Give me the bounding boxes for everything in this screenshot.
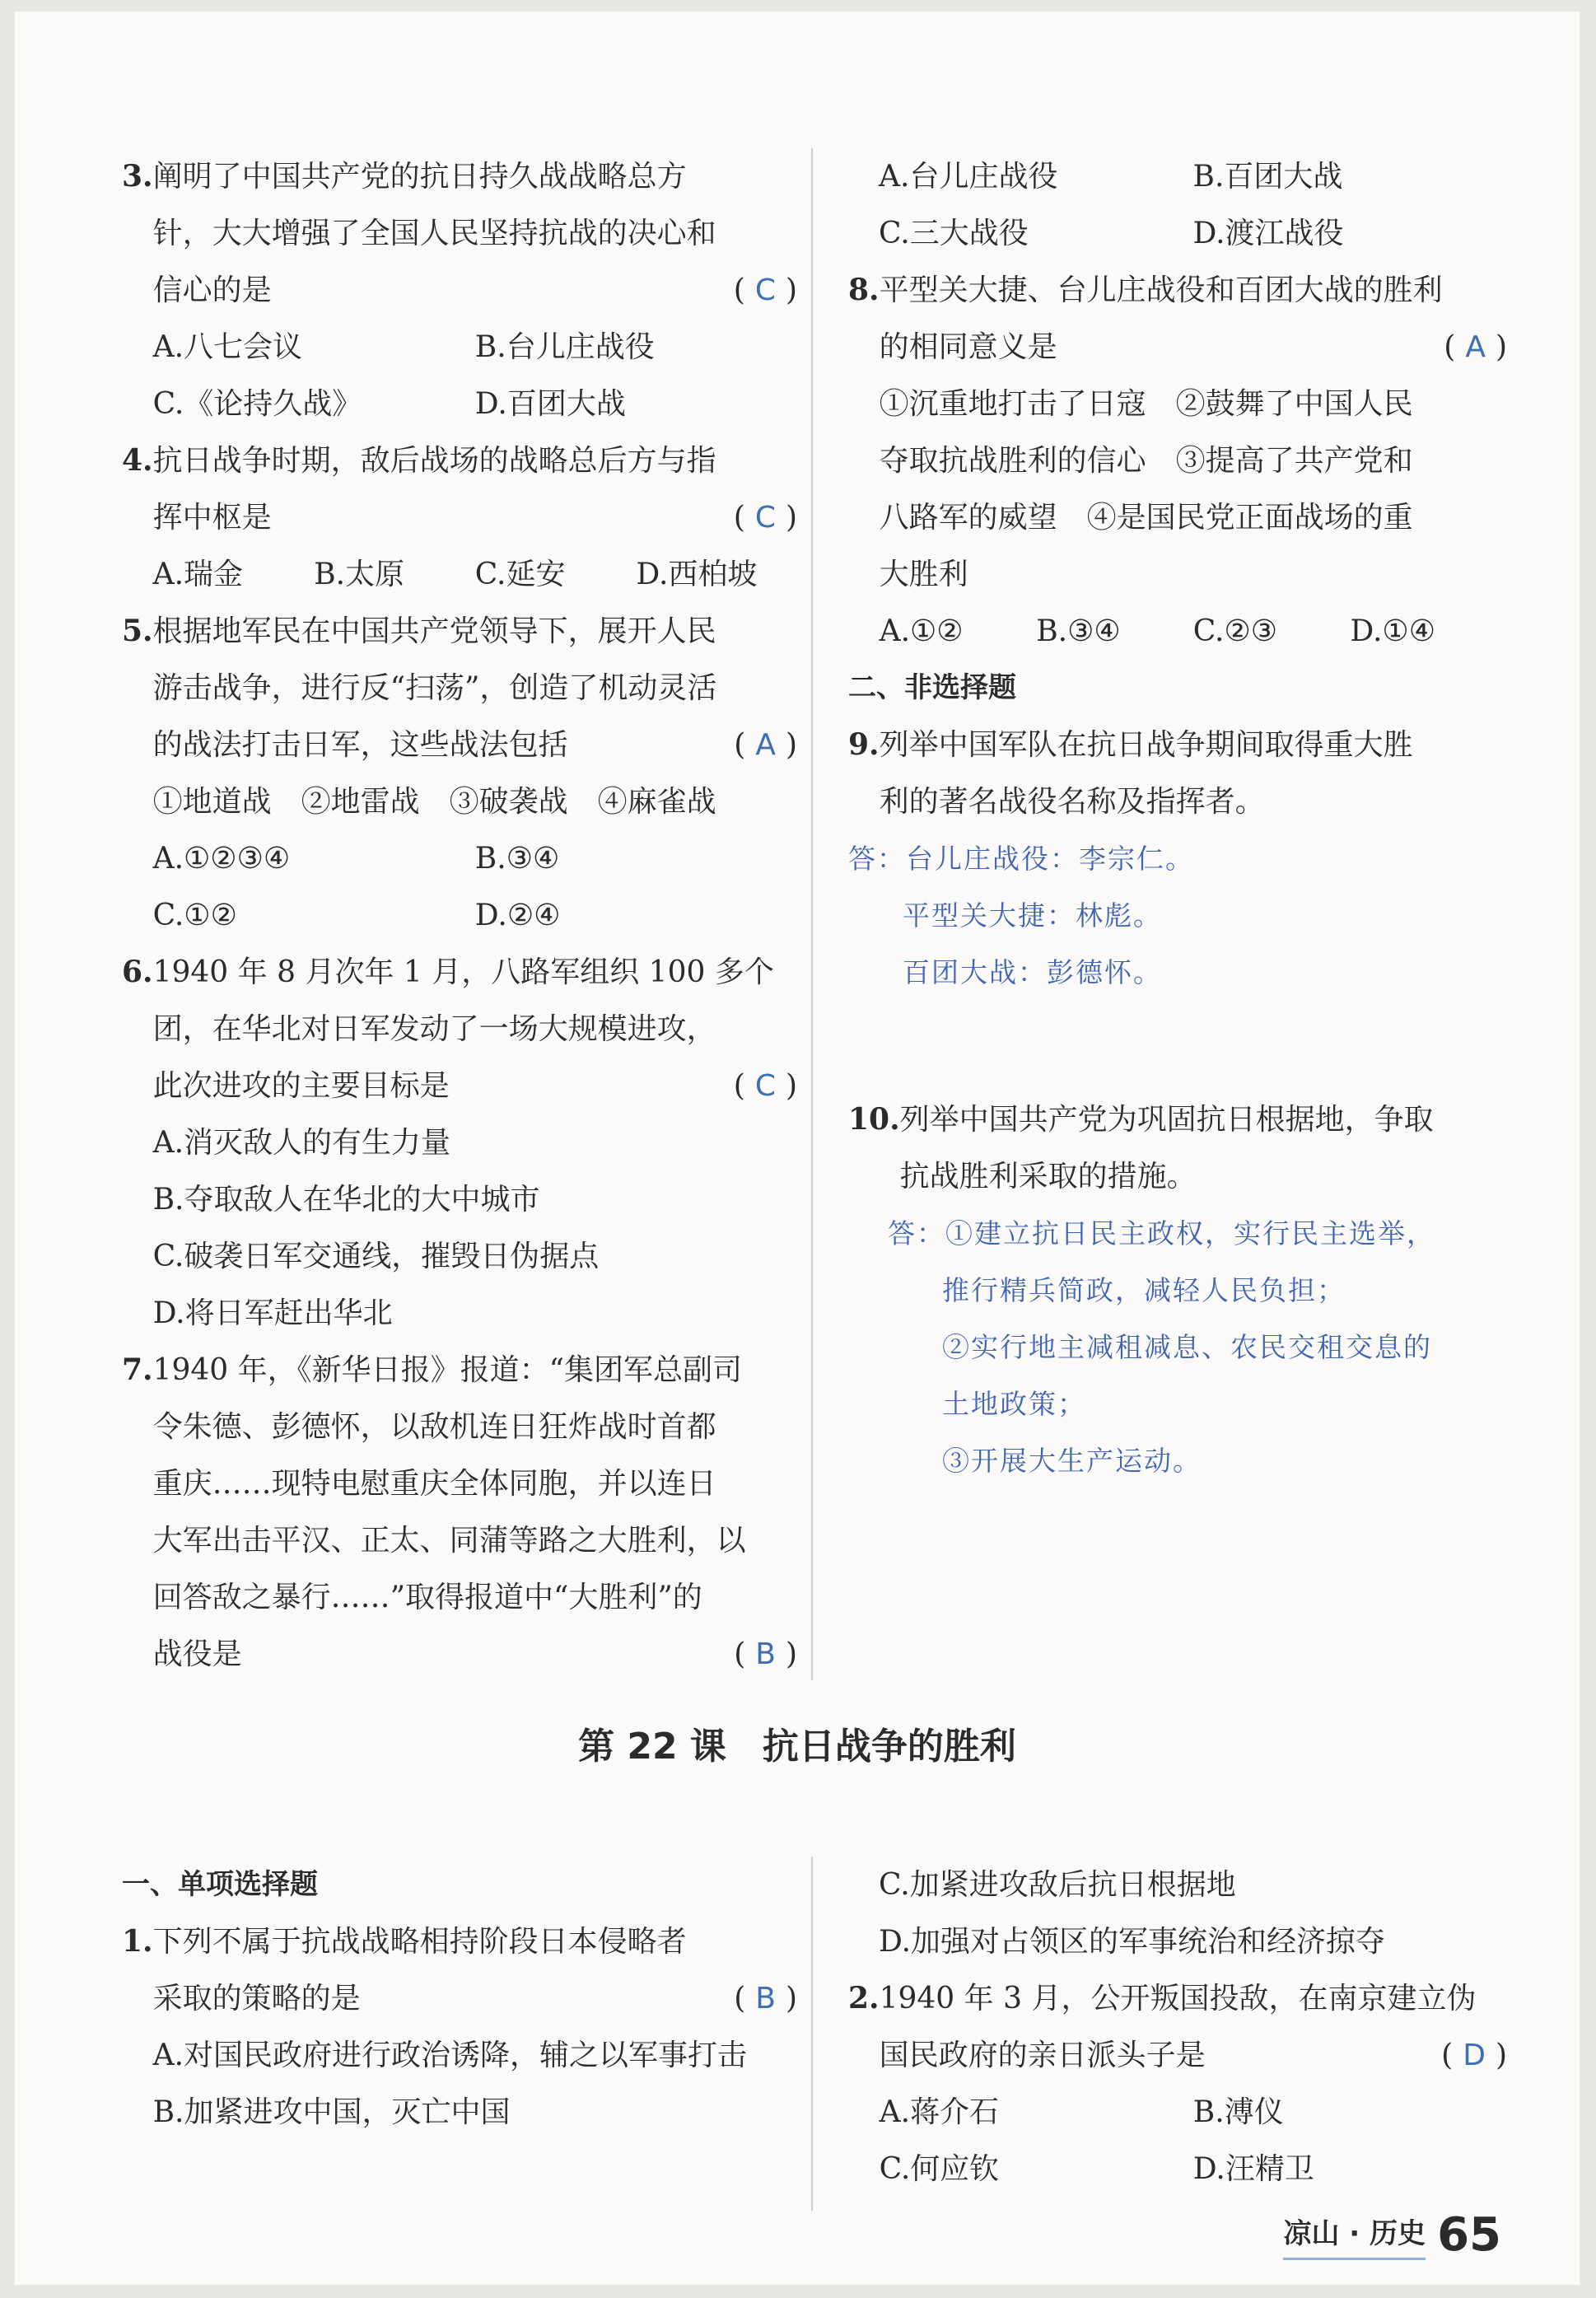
question-stem-line: 游击战争，进行反“扫荡”，创造了机动灵活 bbox=[152, 671, 717, 705]
question-10 bbox=[848, 1091, 1507, 1205]
question-stem-line: 1940 年 8 月次年 1 月，八路军组织 100 多个 bbox=[152, 955, 774, 989]
statement-items: 夺取抗战胜利的信心 ③提高了共产党和 bbox=[879, 444, 1413, 478]
question-stem-text: 挥中枢是 bbox=[152, 501, 272, 535]
question-stem-line bbox=[153, 1970, 797, 2027]
option-d: D.①④ bbox=[1350, 614, 1435, 648]
handwritten-answer bbox=[848, 1205, 1507, 1489]
option-d: D.将日军赶出华北 bbox=[152, 1296, 393, 1330]
handwritten-line: 答：①建立抗日民主政权，实行民主选举， bbox=[888, 1217, 1435, 1249]
question-number: 4. bbox=[122, 443, 153, 478]
option-a: A.瑞金 bbox=[152, 558, 244, 591]
option-c: C.加紧进攻敌后抗日根据地 bbox=[879, 1868, 1236, 1902]
handwritten-line: ②实行地主减租减息、农民交租交息的 bbox=[942, 1331, 1432, 1363]
question-stem-text: 战役是 bbox=[152, 1637, 242, 1671]
question-number: 1. bbox=[122, 1924, 153, 1959]
option-c: C.何应钦 bbox=[879, 2152, 1000, 2186]
question-stem-text: 信心的是 bbox=[152, 273, 272, 307]
book-name: 凉山 · 历史 bbox=[1283, 2211, 1426, 2260]
answer-value: A bbox=[755, 728, 776, 762]
question-stem-line: 针，大大增强了全国人民坚持抗战的决心和 bbox=[152, 217, 716, 250]
answer-bracket: ( B ) bbox=[734, 1637, 797, 1671]
option-a: A.①②③④ bbox=[152, 842, 291, 876]
option-a: A.蒋介石 bbox=[879, 2095, 1000, 2129]
handwritten-line: 百团大战：彭德怀。 bbox=[903, 956, 1162, 988]
handwritten-line: ③开展大生产运动。 bbox=[942, 1445, 1202, 1477]
question-stem-line: 抗战胜利采取的措施。 bbox=[899, 1160, 1197, 1193]
option-c: C.《论持久战》 bbox=[152, 387, 362, 421]
option-d: D.②④ bbox=[474, 899, 561, 932]
statement-items: 大胜利 bbox=[879, 558, 968, 591]
question-stem-line: 团，在华北对日军发动了一场大规模进攻， bbox=[152, 1012, 716, 1046]
answer-bracket: ( D ) bbox=[1441, 2039, 1507, 2072]
bottom-left-column bbox=[122, 1857, 797, 2141]
answer-value: C bbox=[754, 273, 776, 307]
answer-bracket: ( C ) bbox=[733, 501, 797, 535]
options bbox=[880, 2084, 1507, 2198]
option-b: B.加紧进攻中国，灭亡中国 bbox=[152, 2095, 511, 2129]
question-number: 7. bbox=[122, 1352, 153, 1387]
question-stem-line bbox=[880, 319, 1507, 376]
section-heading: 一、单项选择题 bbox=[122, 1868, 318, 1901]
question-stem-line: 阐明了中国共产党的抗日持久战战略总方 bbox=[152, 160, 687, 194]
handwritten-line: 推行精兵简政，减轻人民负担； bbox=[942, 1274, 1346, 1306]
option-b: B.台儿庄战役 bbox=[474, 330, 655, 364]
question-stem-line: 列举中国共产党为巩固抗日根据地，争取 bbox=[899, 1103, 1434, 1137]
question-4 bbox=[122, 432, 797, 603]
option-d: D.百团大战 bbox=[474, 387, 626, 421]
options bbox=[153, 319, 797, 432]
question-number: 3. bbox=[122, 159, 153, 194]
answer-bracket: ( C ) bbox=[733, 273, 797, 307]
option-c: C.三大战役 bbox=[879, 217, 1029, 250]
question-stem-line: 重庆……现特电慰重庆全体同胞，并以连日 bbox=[152, 1467, 716, 1501]
question-stem-line: 平型关大捷、台儿庄战役和百团大战的胜利 bbox=[879, 273, 1443, 307]
option-c: C.①② bbox=[152, 899, 237, 932]
handwritten-line: 土地政策； bbox=[942, 1388, 1086, 1420]
page-footer bbox=[1283, 2208, 1501, 2262]
handwritten-line: 答：台儿庄战役：李宗仁。 bbox=[848, 843, 1194, 875]
question-stem-line: 回答敌之暴行……”取得报道中“大胜利”的 bbox=[152, 1581, 702, 1614]
option-a: A.消灭敌人的有生力量 bbox=[152, 1126, 451, 1160]
question-stem-line: 1940 年，《新华日报》报道：“集团军总副司 bbox=[152, 1353, 743, 1387]
statement-items: ①地道战 ②地雷战 ③破袭战 ④麻雀战 bbox=[152, 785, 716, 819]
question-number: 5. bbox=[122, 614, 153, 648]
option-b: B.百团大战 bbox=[1192, 160, 1343, 194]
question-2 bbox=[848, 1970, 1507, 2198]
option-b: B.③④ bbox=[474, 842, 560, 876]
column-divider bbox=[811, 148, 813, 1680]
q7-options bbox=[848, 148, 1507, 262]
option-c: C.延安 bbox=[474, 558, 566, 591]
answer-bracket: ( C ) bbox=[733, 1069, 797, 1103]
option-c: C.②③ bbox=[1192, 614, 1278, 648]
option-a: A.台儿庄战役 bbox=[879, 160, 1058, 194]
question-stem-line: 令朱德、彭德怀，以敌机连日狂炸战时首都 bbox=[152, 1410, 716, 1444]
option-a: A.对国民政府进行政治诱降，辅之以军事打击 bbox=[152, 2039, 748, 2072]
question-number: 8. bbox=[848, 273, 880, 307]
question-stem-line: 根据地军民在中国共产党领导下，展开人民 bbox=[152, 614, 716, 648]
answer-value: B bbox=[755, 1637, 776, 1671]
question-5 bbox=[122, 603, 797, 944]
worksheet-page bbox=[15, 12, 1580, 2285]
question-number: 6. bbox=[122, 955, 153, 989]
question-number: 10. bbox=[848, 1102, 900, 1137]
question-stem-line: 大军出击平汉、正太、同蒲等路之大胜利，以 bbox=[152, 1524, 746, 1558]
question-8 bbox=[848, 262, 1507, 660]
question-stem-line bbox=[153, 1626, 797, 1683]
option-a: A.①② bbox=[879, 614, 964, 648]
lesson-title: 第 22 课 抗日战争的胜利 bbox=[578, 1726, 1016, 1768]
question-stem-line bbox=[880, 2027, 1507, 2084]
question-7 bbox=[122, 1342, 797, 1683]
answer-bracket: ( B ) bbox=[734, 1982, 797, 2015]
question-stem-line: 列举中国军队在抗日战争期间取得重大胜 bbox=[879, 728, 1413, 762]
option-d: D.西柏坡 bbox=[636, 558, 758, 591]
question-number: 9. bbox=[848, 727, 880, 762]
option-a: A.八七会议 bbox=[152, 330, 303, 364]
answer-value: A bbox=[1465, 330, 1486, 364]
answer-bracket: ( A ) bbox=[1444, 330, 1507, 364]
options bbox=[153, 830, 797, 944]
option-b: B.夺取敌人在华北的大中城市 bbox=[152, 1183, 540, 1217]
option-d: D.汪精卫 bbox=[1192, 2152, 1314, 2186]
statement-items: 八路军的威望 ④是国民党正面战场的重 bbox=[879, 501, 1413, 535]
option-d: D.渡江战役 bbox=[1192, 217, 1344, 250]
option-c: C.破袭日军交通线，摧毁日伪据点 bbox=[152, 1240, 600, 1273]
page-number: 65 bbox=[1437, 2208, 1501, 2262]
option-d: D.加强对占领区的军事统治和经济掠夺 bbox=[879, 1925, 1386, 1959]
handwritten-answer bbox=[848, 830, 1507, 1001]
option-b: B.太原 bbox=[314, 558, 405, 591]
section-heading: 二、非选择题 bbox=[848, 671, 1016, 704]
question-3 bbox=[122, 148, 797, 432]
question-stem-text: 国民政府的亲日派头子是 bbox=[879, 2039, 1206, 2072]
answer-value: C bbox=[754, 1069, 776, 1103]
answer-bracket: ( A ) bbox=[734, 728, 797, 762]
question-stem-line bbox=[153, 262, 797, 319]
answer-value: C bbox=[754, 501, 776, 535]
question-9 bbox=[848, 717, 1507, 830]
options bbox=[880, 603, 1507, 660]
question-stem-line: 下列不属于抗战战略相持阶段日本侵略者 bbox=[152, 1925, 687, 1959]
question-stem-line bbox=[153, 1058, 797, 1114]
answer-value: D bbox=[1463, 2039, 1486, 2072]
question-stem-text: 此次进攻的主要目标是 bbox=[152, 1069, 450, 1103]
statement-items: ①沉重地打击了日寇 ②鼓舞了中国人民 bbox=[879, 387, 1413, 421]
question-stem-line: 抗日战争时期，敌后战场的战略总后方与指 bbox=[152, 444, 716, 478]
option-b: B.溥仪 bbox=[1192, 2095, 1284, 2129]
question-stem-text: 的相同意义是 bbox=[879, 330, 1057, 364]
question-1 bbox=[122, 1913, 797, 2141]
question-stem-text: 采取的策略的是 bbox=[152, 1982, 361, 2015]
column-divider bbox=[811, 1857, 813, 2211]
top-left-column bbox=[122, 148, 797, 1683]
question-6 bbox=[122, 944, 797, 1342]
question-stem-line bbox=[153, 717, 797, 773]
options bbox=[153, 546, 797, 603]
top-right-column bbox=[848, 148, 1507, 1489]
handwritten-line: 平型关大捷：林彪。 bbox=[903, 899, 1162, 932]
question-number: 2. bbox=[848, 1981, 880, 2015]
answer-value: B bbox=[755, 1982, 776, 2015]
question-stem-line: 利的著名战役名称及指挥者。 bbox=[879, 785, 1265, 819]
answer-space bbox=[848, 1001, 1507, 1091]
question-stem-line bbox=[153, 489, 797, 546]
option-b: B.③④ bbox=[1036, 614, 1121, 648]
question-stem-text: 的战法打击日军，这些战法包括 bbox=[152, 728, 568, 762]
question-stem-line: 1940 年 3 月，公开叛国投敌，在南京建立伪 bbox=[879, 1982, 1477, 2015]
bottom-right-column bbox=[848, 1857, 1507, 2198]
